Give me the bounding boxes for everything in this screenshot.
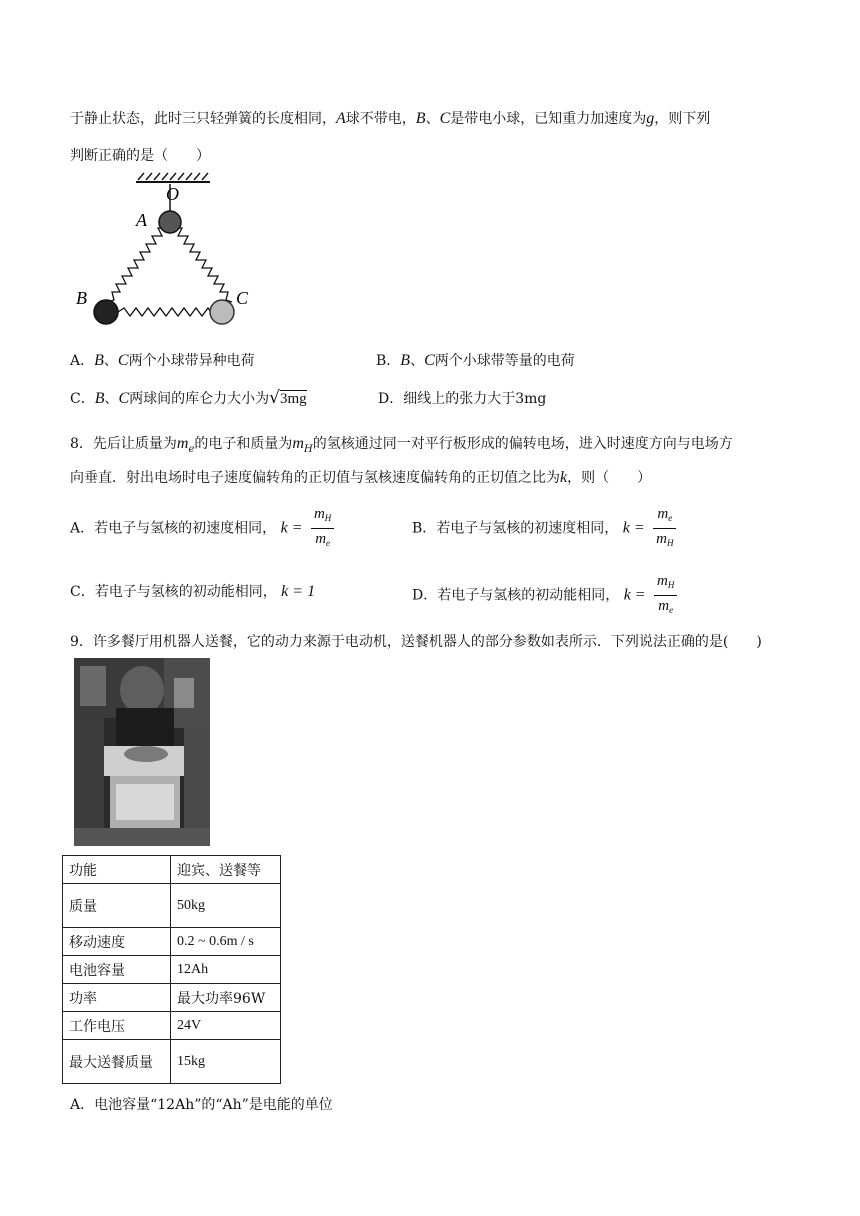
fraction-mh-over-me (311, 506, 334, 551)
q8-stem-line2 (70, 467, 651, 487)
numerator (653, 506, 676, 529)
q8-stem-text: ，则（ ） (567, 470, 652, 486)
ball-b-label: B (94, 390, 105, 407)
mass-symbol: m (315, 531, 327, 547)
mass-symbol: m (313, 506, 325, 522)
option-text: 两个小球带等量的电荷 (434, 353, 575, 369)
ball-a-label: A (336, 110, 346, 127)
spring-bc (118, 308, 220, 316)
spring-triangle-figure (70, 170, 270, 340)
param-value: 迎宾、送餐等 (171, 856, 281, 884)
ball-b (94, 300, 118, 324)
separator: 、 (425, 111, 440, 127)
denominator (311, 529, 334, 551)
q7-stem-text: 于静止状态，此时三只轻弹簧的长度相同， (70, 111, 336, 127)
q7-stem-line2 (70, 145, 210, 165)
subscript-e: e (669, 605, 674, 615)
option-text: 两个小球带异种电荷 (128, 353, 255, 369)
param-value: 24V (171, 1012, 281, 1040)
subscript-h: H (667, 580, 675, 590)
param-name: 功率 (63, 984, 171, 1012)
option-letter: C． (70, 391, 95, 407)
fig-label-a: A (136, 210, 147, 230)
param-name: 最大送餐质量 (63, 1040, 171, 1084)
q8-stem-text: 的氢核通过同一对平行板形成的偏转电场，进入时速度方向与电场方 (312, 436, 733, 452)
param-value: 12Ah (171, 956, 281, 984)
denominator (654, 596, 677, 618)
q8-option-c (70, 581, 315, 601)
q7-option-b (376, 350, 575, 370)
robot-waiter-photo (74, 658, 210, 846)
q8-stem-line1 (70, 433, 733, 455)
table-row (63, 856, 281, 884)
fig-label-c: C (236, 288, 249, 308)
q8-option-b (412, 506, 676, 551)
option-letter: B． (376, 353, 401, 369)
option-text: A．电池容量“12Ah”的“Ah”是电能的单位 (70, 1097, 333, 1113)
q8-stem-text: 的电子和质量为 (194, 436, 293, 452)
param-name: 工作电压 (63, 1012, 171, 1040)
table-row (63, 956, 281, 984)
subscript-h: H (303, 444, 313, 455)
ball-c-label: C (117, 352, 129, 369)
mass-symbol: m (176, 435, 189, 452)
point-o-label: O (166, 184, 179, 204)
q7-option-d (378, 388, 546, 408)
param-name: 电池容量 (63, 956, 171, 984)
param-value: 50kg (171, 884, 281, 928)
fraction-mh-over-me (654, 573, 677, 618)
subscript-e: e (188, 444, 195, 455)
separator: 、 (103, 353, 118, 369)
q8-stem-text: 向垂直．射出电场时电子速度偏转角的正切值与氢核速度偏转角的正切值之比为 (70, 470, 560, 486)
ball-a (159, 211, 181, 233)
sqrt-symbol: √ (269, 388, 281, 408)
option-text: D．细线上的张力大于3mg (378, 391, 547, 407)
ball-b-label: B (94, 352, 104, 369)
q7-stem-text: 判断正确的是（ ） (70, 148, 210, 164)
option-letter: A． (70, 353, 95, 369)
param-value: 0.2 ~ 0.6m / s (171, 928, 281, 956)
subscript-e: e (326, 538, 331, 548)
subscript-e: e (668, 513, 673, 523)
option-text: B．若电子与氢核的初速度相同， (412, 520, 619, 537)
coulomb-force-value: 3mg (280, 391, 307, 407)
subscript-h: H (666, 538, 674, 548)
table-row (63, 884, 281, 928)
q9-stem (70, 631, 762, 651)
spring-ac (178, 228, 232, 302)
q7-stem-text: 球不带电， (345, 111, 416, 127)
param-name: 质量 (63, 884, 171, 928)
ball-c-label: C (439, 110, 451, 127)
numerator (311, 506, 334, 529)
q7-stem-line1 (70, 108, 710, 128)
table-row (63, 1040, 281, 1084)
ball-b-label: B (400, 352, 411, 369)
q8-option-a (70, 506, 334, 551)
separator: 、 (410, 353, 425, 369)
k-equals: k = (622, 519, 645, 537)
subscript-h: H (324, 513, 332, 523)
table-row (63, 1012, 281, 1040)
ball-b-label: B (415, 110, 426, 127)
q7-option-a (70, 350, 255, 370)
table-row (63, 984, 281, 1012)
k-equals: k = (280, 519, 303, 537)
spring-ab (108, 228, 162, 302)
q7-stem-text: 是带电小球，已知重力加速度为 (450, 111, 647, 127)
ball-c (210, 300, 234, 324)
separator: 、 (104, 391, 119, 407)
fraction-me-over-mh (653, 506, 676, 551)
q8-stem-text: 8．先后让质量为 (70, 436, 177, 452)
k-equals: k = (623, 586, 646, 604)
mass-symbol: m (656, 531, 667, 547)
param-value: 15kg (171, 1040, 281, 1084)
option-text: A．若电子与氢核的初速度相同， (70, 520, 277, 537)
q9-stem-text: 9．许多餐厅用机器人送餐，它的动力来源于电动机，送餐机器人的部分参数如表所示．下列说法正确的是( ) (70, 634, 762, 650)
q9-option-a (70, 1094, 333, 1114)
fig-label-b: B (76, 288, 87, 308)
q7-option-c (70, 388, 307, 408)
gravity-symbol: g (646, 110, 655, 127)
param-name: 功能 (63, 856, 171, 884)
ball-c-label: C (118, 390, 130, 407)
ceiling-hatch (138, 173, 208, 180)
mass-symbol: m (658, 598, 670, 614)
k-equals-one: k = 1 (281, 583, 316, 600)
mass-symbol: m (657, 506, 669, 522)
denominator (653, 529, 676, 551)
numerator (654, 573, 677, 596)
ball-c-label: C (424, 352, 435, 369)
table-row (63, 928, 281, 956)
q8-option-d (412, 573, 677, 618)
mass-symbol: m (292, 435, 304, 452)
param-value: 最大功率96W (171, 984, 281, 1012)
q7-stem-text: ，则下列 (654, 111, 711, 127)
mass-symbol: m (657, 573, 668, 589)
robot-parameter-table (62, 855, 281, 1084)
option-text: 两球间的库仑力大小为 (129, 391, 270, 407)
option-text: C．若电子与氢核的初动能相同， (70, 584, 277, 600)
param-name: 移动速度 (63, 928, 171, 956)
option-text: D．若电子与氢核的初动能相同， (412, 587, 620, 604)
ratio-symbol: k (560, 469, 568, 486)
